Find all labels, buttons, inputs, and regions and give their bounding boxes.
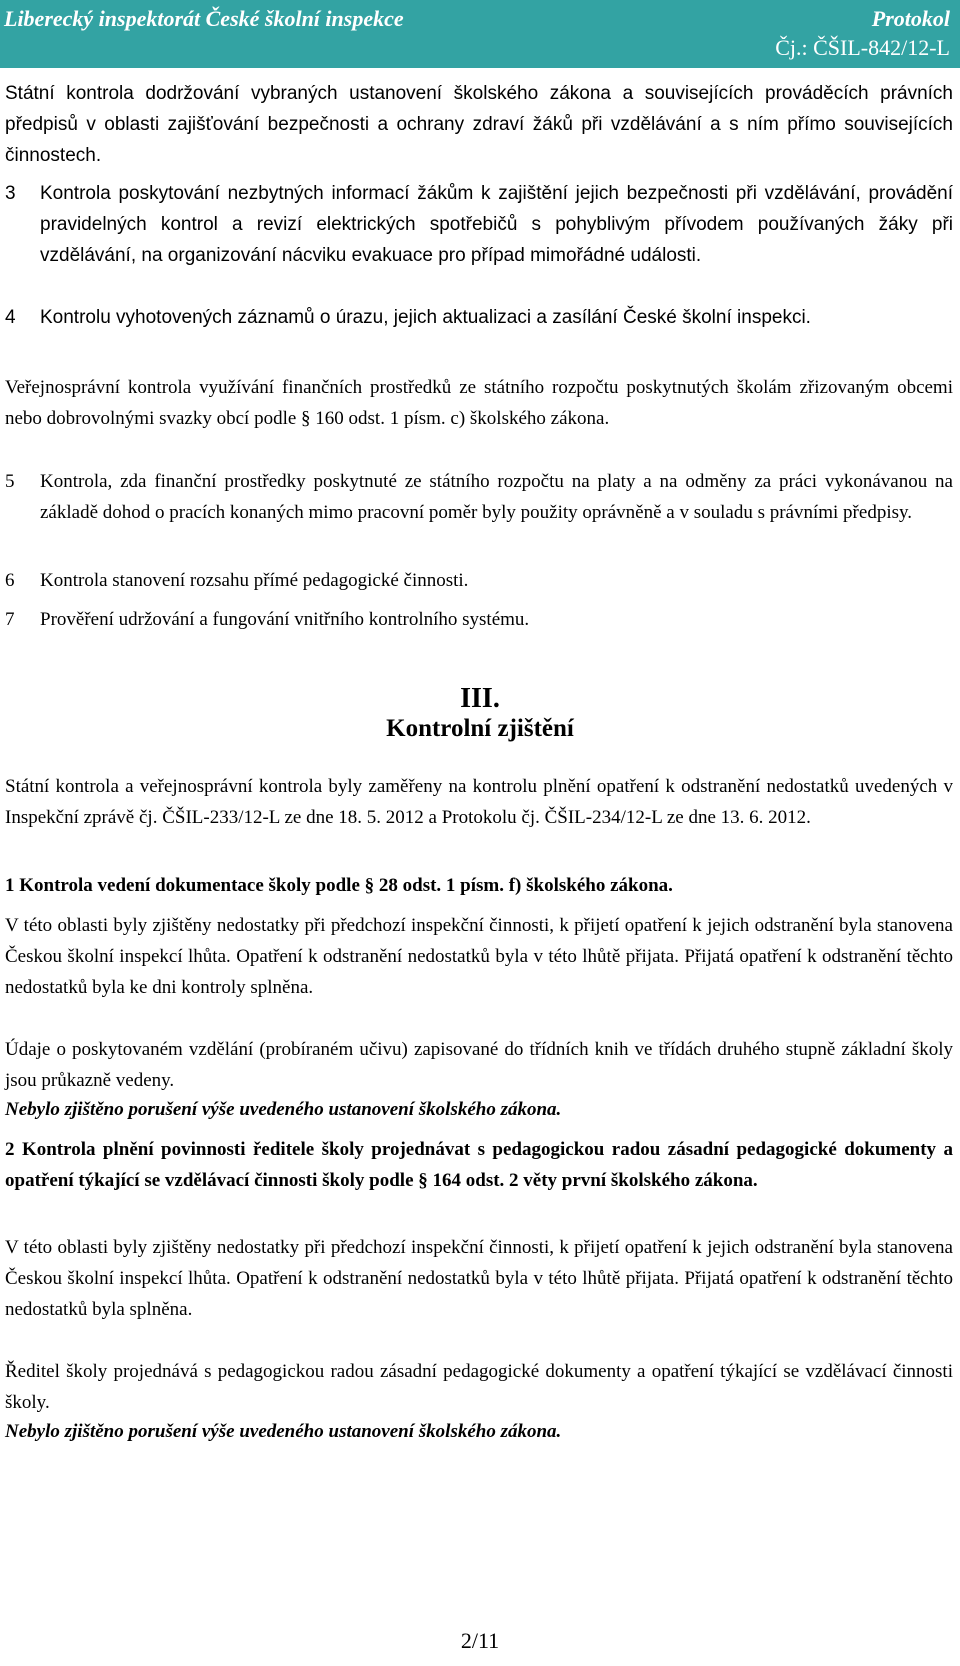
item-number: 5 <box>5 471 15 492</box>
reference-number: Čj.: ČŠIL-842/12-L <box>775 35 950 60</box>
document-type: Protokol <box>871 6 950 31</box>
finding-2-conclusion: Nebylo zjištěno porušení výše uvedeného ustanovení školského zákona. <box>5 1421 562 1442</box>
finding-1-paragraph: Údaje o poskytovaném vzdělání (probíraném učivu) zapisované do třídních knih ve třídách druhého stupně základní školy jsou průkazně vedeny. <box>5 1039 953 1091</box>
section-roman-numeral: III. <box>460 683 500 714</box>
section-title: Kontrolní zjištění <box>386 715 574 742</box>
page-header <box>0 0 960 68</box>
page-number: 2/11 <box>460 1628 500 1653</box>
item-text: Kontrola, zda finanční prostředky poskytnuté ze státního rozpočtu na platy a na odměny za práci vykonávanou na základě dohod o pracích konaných mimo pracovní poměr byly použity oprávněně a v souladu s právními předpisy. <box>40 471 953 523</box>
finding-1-conclusion: Nebylo zjištěno porušení výše uvedeného ustanovení školského zákona. <box>5 1099 562 1120</box>
section-intro: Státní kontrola a veřejnosprávní kontrola byly zaměřeny na kontrolu plnění opatření k odstranění nedostatků uvedených v Inspekční zprávě čj. ČŠIL-233/12-L ze dne 18. 5. 2012 a Protokolu čj. ČŠIL-234/12-L ze dne 13. 6. 2012. <box>5 776 953 828</box>
finding-1-heading: 1 Kontrola vedení dokumentace školy podle § 28 odst. 1 písm. f) školského zákona. <box>5 875 673 896</box>
inspectorate-title: Liberecký inspektorát České školní inspekce <box>4 6 404 31</box>
item-text: Kontrola stanovení rozsahu přímé pedagogické činnosti. <box>40 570 469 591</box>
finding-2-heading: 2 Kontrola plnění povinnosti ředitele školy projednávat s pedagogickou radou zásadní pedagogické dokumenty a opatření týkající se vzdělávací činnosti školy podle § 164 odst. 2 věty první školského zákona. <box>5 1139 953 1191</box>
item-number: 7 <box>5 609 15 630</box>
public-control-paragraph: Veřejnosprávní kontrola využívání finančních prostředků ze státního rozpočtu poskytnutých školám zřizovaným obcemi nebo dobrovolnými svazky obcí podle § 160 odst. 1 písm. c) školského zákona. <box>5 377 953 429</box>
finding-2-paragraph: V této oblasti byly zjištěny nedostatky při předchozí inspekční činnosti, k přijetí opatření k jejich odstranění byla stanovena Českou školní inspekcí lhůta. Opatření k odstranění nedostatků byla v této lhůtě přijata. Přijatá opatření k odstranění těchto nedostatků byla splněna. <box>5 1237 953 1320</box>
item-text: Kontrolu vyhotovených záznamů o úrazu, jejich aktualizaci a zasílání České školní inspekci. <box>40 307 811 328</box>
item-text: Prověření udržování a fungování vnitřního kontrolního systému. <box>40 609 530 630</box>
intro-paragraph: Státní kontrola dodržování vybraných ustanovení školského zákona a souvisejících prováděcích právních předpisů v oblasti zajišťování bezpečnosti a ochrany zdraví žáků při vzdělávání a s ním přímo souvisejících činnostech. <box>5 83 953 166</box>
item-text: Kontrola poskytování nezbytných informací žákům k zajištění jejich bezpečnosti při vzdělávání, provádění pravidelných kontrol a revizí elektrických spotřebičů s pohyblivým přívodem používaných žáky při vzdělávání, na organizování nácviku evakuace pro případ mimořádné události. <box>40 183 953 266</box>
item-number: 3 <box>5 183 16 204</box>
item-number: 6 <box>5 570 15 591</box>
finding-1-paragraph: V této oblasti byly zjištěny nedostatky při předchozí inspekční činnosti, k přijetí opatření k jejich odstranění byla stanovena Českou školní inspekcí lhůta. Opatření k odstranění nedostatků byla v této lhůtě přijata. Přijatá opatření k odstranění těchto nedostatků byla ke dni kontroly splněna. <box>5 915 953 998</box>
item-number: 4 <box>5 307 16 328</box>
finding-2-paragraph: Ředitel školy projednává s pedagogickou radou zásadní pedagogické dokumenty a opatření týkající se vzdělávací činnosti školy. <box>5 1361 953 1413</box>
